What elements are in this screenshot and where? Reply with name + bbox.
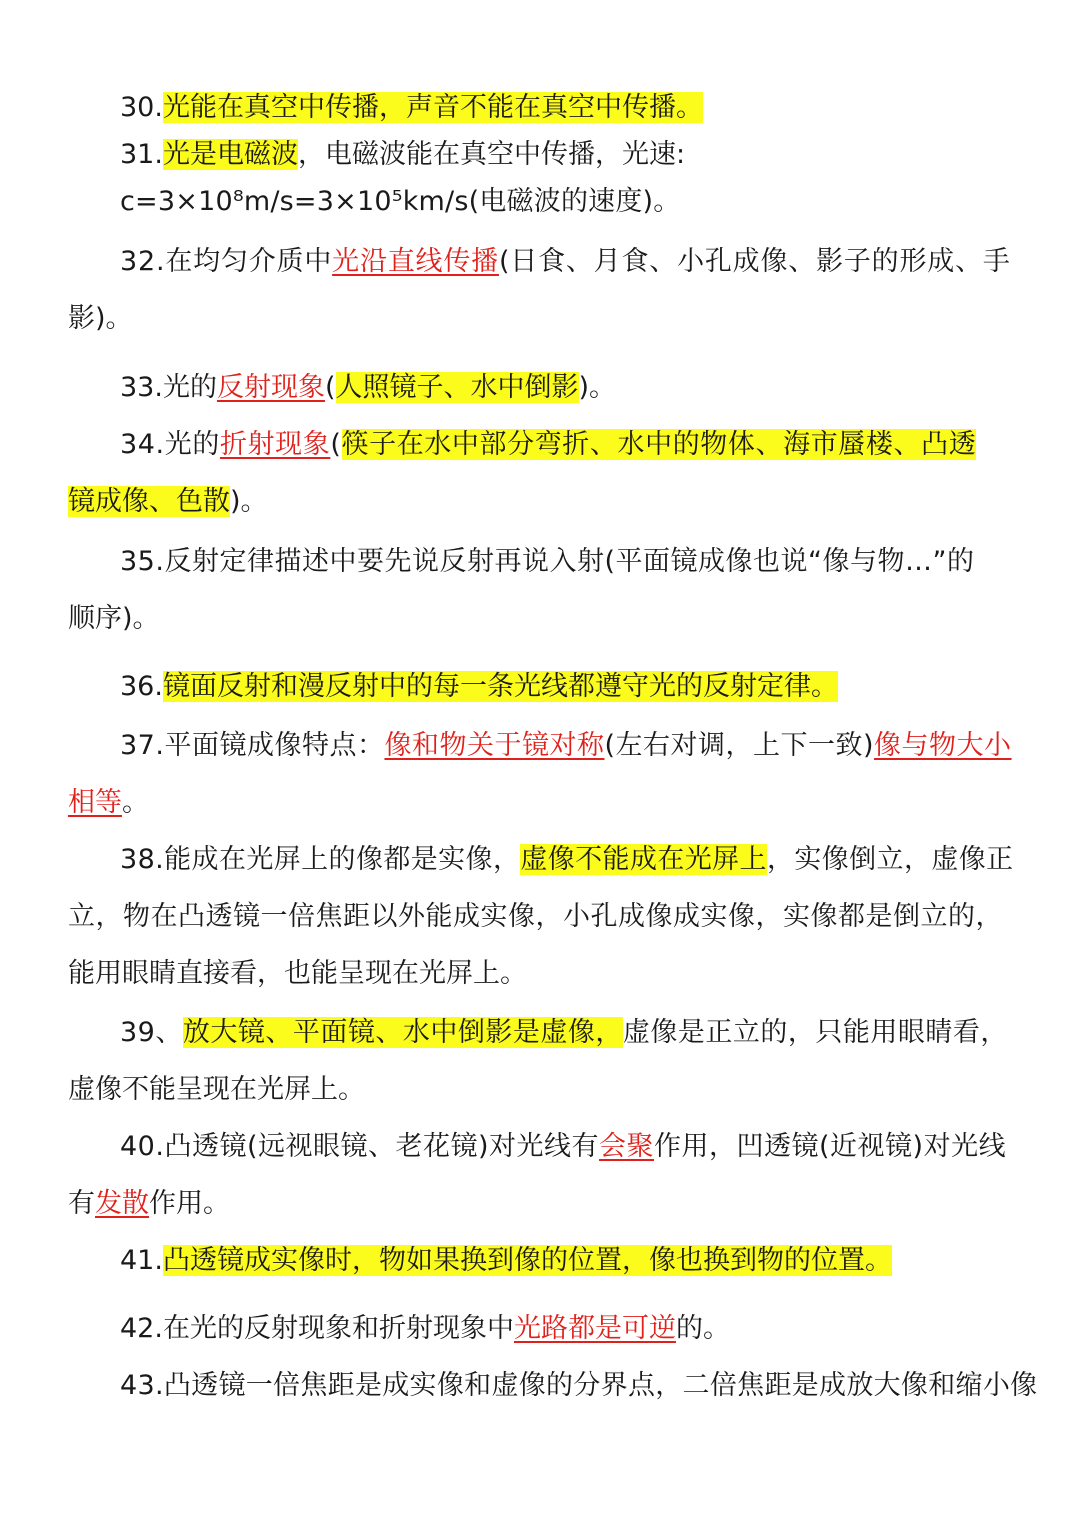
text-line: [120, 360, 616, 416]
text-run: 30.: [120, 92, 163, 123]
text-run: 42.在光的反射现象和折射现象中: [120, 1313, 514, 1344]
text-line: [120, 534, 974, 590]
text-line: [68, 474, 268, 530]
text-run: )。: [578, 372, 617, 403]
text-run: (左右对调，上下一致): [604, 730, 875, 761]
text-run: (: [324, 372, 336, 403]
text-run: ，电磁波能在真空中传播，光速:: [297, 139, 686, 170]
text-run: 影)。: [68, 303, 133, 334]
text-run: 35.反射定律描述中要先说反射再说入射(平面镜成像也说“像与物…”的: [120, 546, 975, 577]
text-run: 立，物在凸透镜一倍焦距以外能成实像，小孔成像成实像，实像都是倒立的，: [68, 901, 1003, 932]
text-line: [68, 775, 149, 831]
text-line: [120, 832, 1014, 888]
text-run: 顺序)。: [68, 603, 160, 634]
text-run: 40.凸透镜(远视眼镜、老花镜)对光线有: [120, 1131, 600, 1162]
emphasis-text: 折射现象: [219, 429, 331, 460]
text-run: 34.光的: [120, 429, 220, 460]
emphasis-text: 相等: [68, 787, 122, 818]
text-run: ，实像倒立，虚像正: [766, 844, 1014, 875]
highlighted-text: 镜面反射和漫反射中的每一条光线都遵守光的反射定律。: [162, 671, 838, 702]
text-run: 。: [122, 787, 149, 818]
highlighted-text: 光能在真空中传播，声音不能在真空中传播。: [162, 92, 703, 123]
text-run: (日食、月食、小孔成像、影子的形成、手: [498, 246, 1011, 277]
text-line: [120, 1119, 1006, 1175]
text-line: [120, 1233, 892, 1289]
text-run: 32.在均匀介质中: [120, 246, 333, 277]
text-run: 36.: [120, 671, 163, 702]
text-line: [120, 174, 681, 230]
text-line: [68, 591, 160, 647]
text-line: [120, 659, 838, 715]
text-run: 31.: [120, 139, 163, 170]
text-line: [68, 1062, 365, 1118]
highlighted-text: 凸透镜成实像时，物如果换到像的位置，像也换到物的位置。: [162, 1245, 892, 1276]
highlighted-text: 放大镜、平面镜、水中倒影是虚像，: [182, 1017, 623, 1048]
text-run: 41.: [120, 1245, 163, 1276]
text-line: [120, 417, 976, 473]
text-run: 虚像是正立的，只能用眼睛看，: [622, 1017, 1008, 1048]
text-run: )。: [230, 486, 268, 517]
text-run: 38.能成在光屏上的像都是实像，: [120, 844, 521, 875]
emphasis-text: 光沿直线传播: [332, 246, 499, 277]
text-line: [120, 1005, 1008, 1061]
text-run: 有: [68, 1188, 95, 1219]
text-run: 作用。: [149, 1188, 230, 1219]
text-line: [68, 1176, 230, 1232]
text-run: c=3×10⁸m/s=3×10⁵km/s(电磁波的速度)。: [120, 186, 681, 217]
text-run: 虚像不能呈现在光屏上。: [68, 1074, 365, 1105]
text-line: [68, 946, 527, 1002]
highlighted-text: 镜成像、色散: [68, 486, 230, 517]
text-run: 39、: [120, 1017, 183, 1048]
highlighted-text: 虚像不能成在光屏上: [520, 844, 767, 875]
highlighted-text: 筷子在水中部分弯折、水中的物体、海市蜃楼、凸透: [341, 429, 977, 460]
text-run: 37.平面镜成像特点：: [120, 730, 385, 761]
text-run: 能用眼睛直接看，也能呈现在光屏上。: [68, 958, 527, 989]
emphasis-text: 像和物关于镜对称: [384, 730, 605, 761]
emphasis-text: 会聚: [599, 1131, 655, 1162]
highlighted-text: 光是电磁波: [162, 139, 298, 170]
text-line: [120, 718, 1012, 774]
text-line: [120, 234, 1011, 290]
emphasis-text: 发散: [95, 1188, 149, 1219]
highlighted-text: 人照镜子、水中倒影: [335, 372, 579, 403]
text-run: (: [330, 429, 342, 460]
text-line: [120, 1358, 1037, 1414]
text-line: [68, 889, 1003, 945]
text-run: 33.光的: [120, 372, 217, 403]
emphasis-text: 反射现象: [216, 372, 325, 403]
text-line: [120, 1301, 730, 1357]
text-line: [68, 291, 133, 347]
text-run: 作用，凹透镜(近视镜)对光线: [654, 1131, 1007, 1162]
text-run: 43.凸透镜一倍焦距是成实像和虚像的分界点，二倍焦距是成放大像和缩小像: [120, 1370, 1038, 1401]
text-run: 的。: [675, 1313, 730, 1344]
emphasis-text: 像与物大小: [874, 730, 1012, 761]
emphasis-text: 光路都是可逆: [513, 1313, 676, 1344]
